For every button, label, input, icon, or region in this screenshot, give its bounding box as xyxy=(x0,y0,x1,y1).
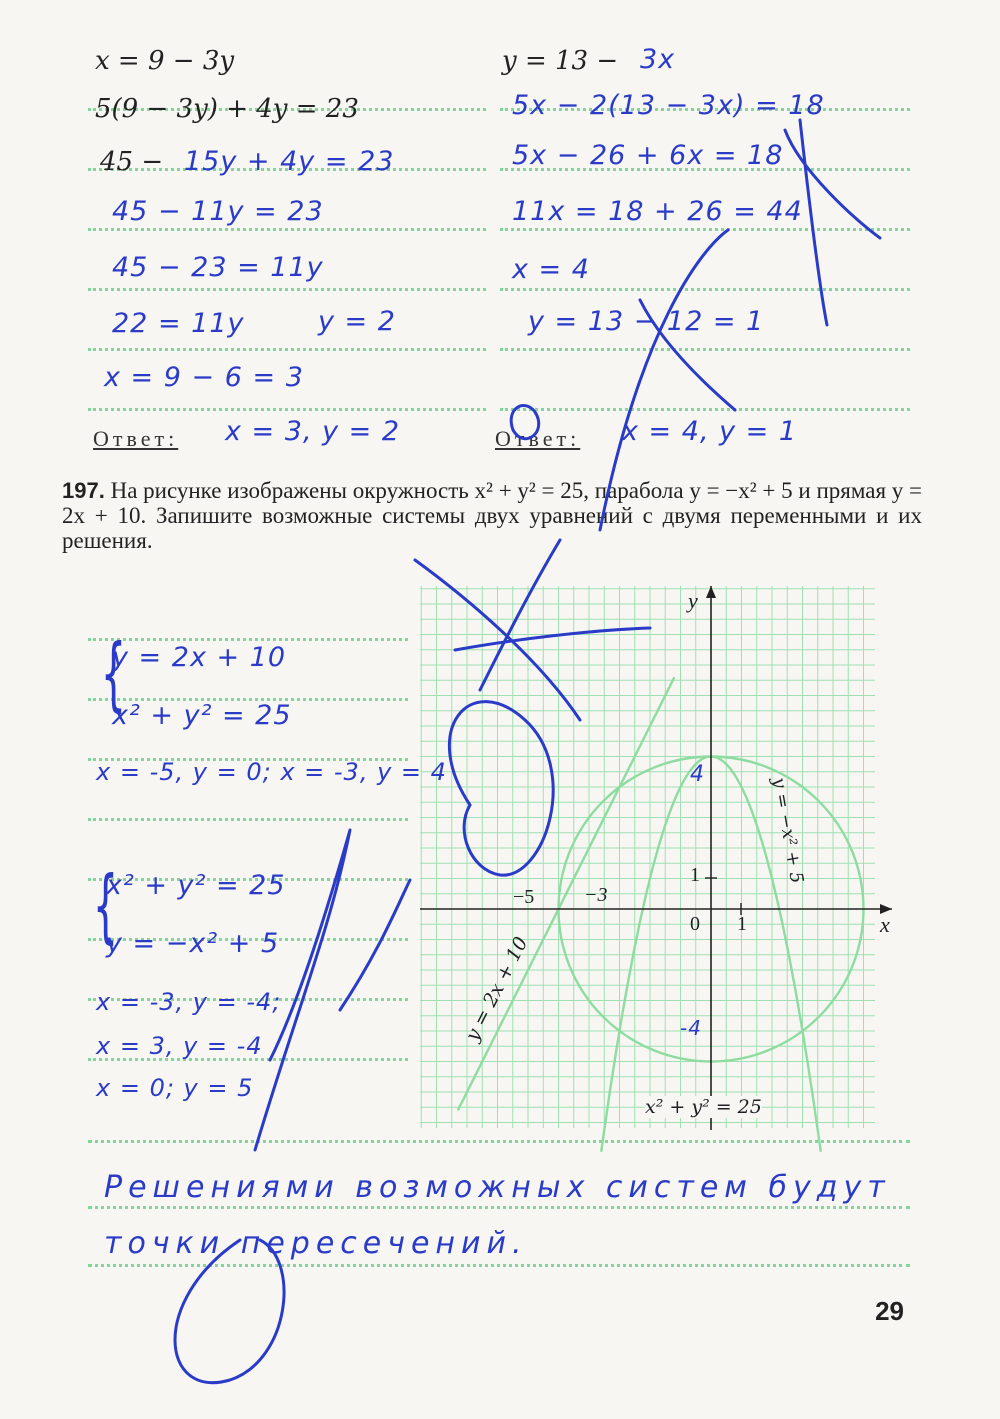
x-axis-label: x xyxy=(880,912,890,937)
y-axis-label: y xyxy=(688,588,698,613)
handwritten-equation: 5x − 26 + 6x = 18 xyxy=(512,140,784,171)
circle-curve-label: x² + y² = 25 xyxy=(645,1096,762,1118)
system1-equation-1: y = 2x + 10 xyxy=(112,642,287,673)
x-tick-label-neg3: −3 xyxy=(584,884,608,906)
system2-solution: x = -3, y = -4; xyxy=(96,988,282,1016)
handwritten-equation: 22 = 11y xyxy=(112,308,245,339)
handwritten-equation: 5x − 2(13 − 3x) = 18 xyxy=(512,90,825,121)
conclusion-line-1: Решениями возможных систем будут xyxy=(104,1170,891,1205)
x-tick-label-neg5: −5 xyxy=(513,886,535,908)
origin-label: 0 xyxy=(690,913,700,935)
answer-label: Ответ: xyxy=(495,426,581,451)
system2-equation-2: y = −x² + 5 xyxy=(106,928,280,959)
pen-stroke-o-small xyxy=(511,406,539,439)
printed-equation: 45 − xyxy=(100,147,164,177)
pen-stroke-k-mid xyxy=(415,540,650,720)
pen-stroke-loop xyxy=(175,1240,284,1383)
printed-equation: 5(9 − 3y) + 4y = 23 xyxy=(95,94,359,124)
answer-value: x = 4, y = 1 xyxy=(622,416,798,447)
handwritten-equation: 3x xyxy=(640,44,676,75)
printed-equation: x = 9 − 3y xyxy=(95,46,235,76)
system-brace: { xyxy=(100,627,127,720)
handwritten-equation: 45 − 23 = 11y xyxy=(112,252,324,283)
answer-label: Ответ: xyxy=(93,426,179,451)
y-handwritten-label-neg4: -4 xyxy=(680,1016,702,1040)
handwritten-equation: y = 2 xyxy=(318,306,396,337)
system1-solutions: x = -5, y = 0; x = -3, y = 4 xyxy=(96,758,447,786)
system2-equation-1: x² + y² = 25 xyxy=(106,870,286,901)
system-brace: { xyxy=(92,859,119,952)
handwritten-equation: 15y + 4y = 23 xyxy=(184,146,395,177)
y-handwritten-label-4: 4 xyxy=(690,762,705,787)
handwritten-equation: x = 4 xyxy=(512,254,590,285)
page-number: 29 xyxy=(875,1296,904,1326)
handwritten-equation: x = 9 − 6 = 3 xyxy=(104,362,304,393)
task-number: 197. xyxy=(62,478,105,503)
y-axis-arrow xyxy=(706,586,716,598)
parabola-curve-label: y = −x² + 5 xyxy=(767,775,808,886)
system2-solution: x = 0; y = 5 xyxy=(96,1074,254,1102)
pen-stroke-o-large xyxy=(449,702,553,876)
handwritten-equation: 45 − 11y = 23 xyxy=(112,196,324,227)
x-tick-label-1: 1 xyxy=(737,913,747,935)
handwritten-equation: y = 13 − 12 = 1 xyxy=(528,306,765,337)
task-text: На рисунке изображены окружность x² + y² = 25, парабола y = −x² + 5 и прямая y = 2x + 10. Запишите возможные системы двух уравнений с двумя переменными и их решения. xyxy=(62,478,923,553)
answer-value: x = 3, y = 2 xyxy=(225,416,401,447)
system1-equation-2: x² + y² = 25 xyxy=(112,700,292,731)
y-tick-label-1: 1 xyxy=(690,864,700,886)
pen-stroke-k-right xyxy=(600,120,880,530)
handwritten-equation: 11x = 18 + 26 = 44 xyxy=(512,196,803,227)
line-curve-label: y = 2x + 10 xyxy=(461,933,533,1045)
printed-equation: y = 13 − xyxy=(502,46,619,76)
system2-solution: x = 3, y = -4 xyxy=(96,1032,263,1060)
conclusion-line-2: точки пересечений. xyxy=(104,1226,528,1261)
